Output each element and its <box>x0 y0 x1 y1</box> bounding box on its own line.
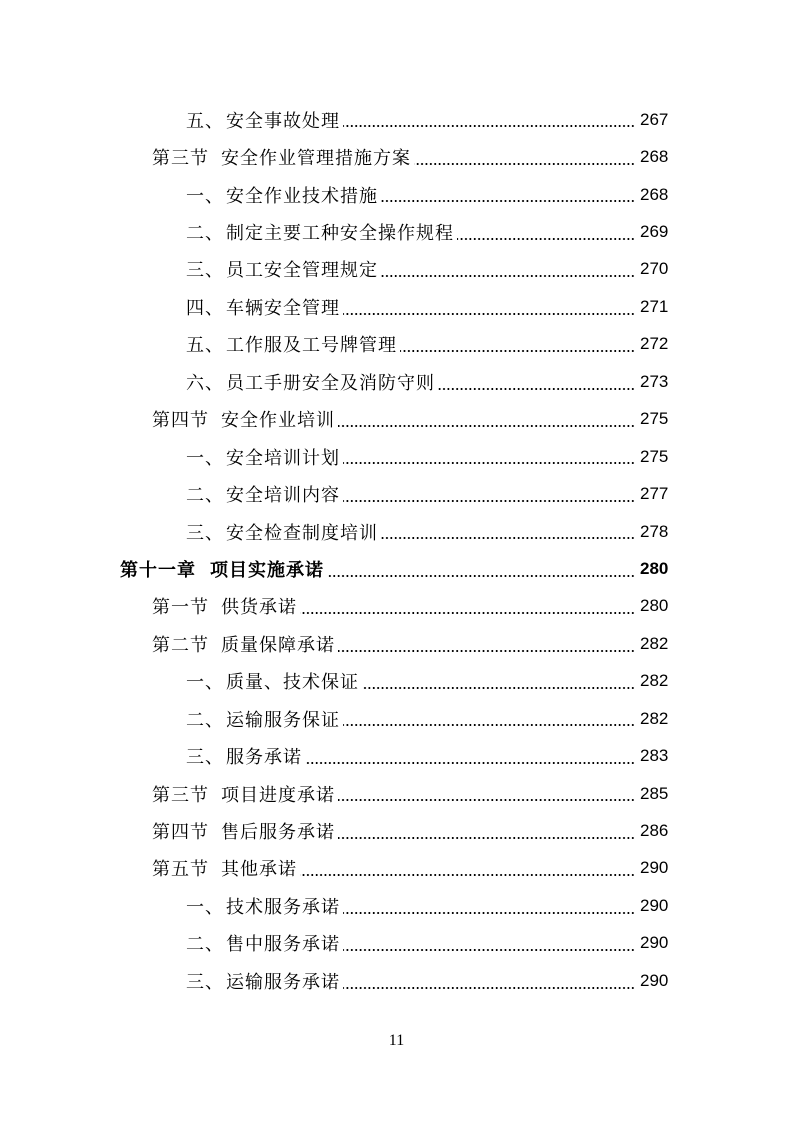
toc-entry-title: 安全培训计划 <box>226 447 340 469</box>
toc-entry[interactable] <box>0 700 793 737</box>
toc-entry-page: 280 <box>640 558 669 578</box>
toc-entry-number: 第十一章 <box>120 559 196 581</box>
toc-entry-title: 质量、技术保证 <box>226 672 359 694</box>
toc-entry-number: 五、 <box>186 110 224 132</box>
toc-entry-title: 制定主要工种安全操作规程 <box>226 223 454 245</box>
toc-entry-page: 271 <box>640 296 669 316</box>
toc-entry-title: 安全作业技术措施 <box>226 185 378 207</box>
toc-entry-title: 运输服务承诺 <box>226 971 340 993</box>
toc-entry-number: 一、 <box>186 447 224 469</box>
toc-entry[interactable] <box>0 213 793 250</box>
toc-leader-dots <box>300 612 635 614</box>
toc-entry-number: 三、 <box>186 971 224 993</box>
toc-entry-page: 283 <box>640 746 669 766</box>
toc-entry-page: 275 <box>640 409 669 429</box>
toc-entry-title: 质量保障承诺 <box>221 634 335 656</box>
toc-leader-dots <box>381 537 635 539</box>
toc-leader-dots <box>343 462 635 464</box>
toc-entry-page: 268 <box>640 184 669 204</box>
toc-entry[interactable] <box>0 138 793 175</box>
toc-leader-dots <box>381 200 635 202</box>
toc-entry[interactable] <box>0 588 793 625</box>
toc-leader-dots <box>343 987 635 989</box>
toc-entry-number: 三、 <box>186 522 224 544</box>
toc-entry-number: 二、 <box>186 709 224 731</box>
toc-entry-title: 员工手册安全及消防守则 <box>226 372 435 394</box>
toc-entry-number: 一、 <box>186 185 224 207</box>
toc-entry[interactable] <box>0 887 793 924</box>
toc-leader-dots <box>338 799 635 801</box>
toc-entry[interactable] <box>0 475 793 512</box>
toc-entry[interactable] <box>0 288 793 325</box>
toc-entry-number: 第四节 <box>152 410 209 432</box>
toc-entry-number: 三、 <box>186 260 224 282</box>
toc-entry-page: 269 <box>640 222 669 242</box>
toc-entry-title: 安全作业管理措施方案 <box>221 148 411 170</box>
toc-leader-dots <box>438 388 635 390</box>
toc-entry-title: 工作服及工号牌管理 <box>226 335 397 357</box>
toc-entry-title: 运输服务保证 <box>226 709 340 731</box>
toc-leader-dots <box>343 500 635 502</box>
toc-entry-number: 二、 <box>186 934 224 956</box>
toc-entry[interactable] <box>0 401 793 438</box>
toc-entry-number: 五、 <box>186 335 224 357</box>
toc-entry-page: 273 <box>640 371 669 391</box>
toc-entry-number: 二、 <box>186 223 224 245</box>
table-of-contents <box>0 101 793 1000</box>
toc-entry-page: 268 <box>640 147 669 167</box>
toc-entry-number: 第三节 <box>152 148 209 170</box>
toc-entry-title: 员工安全管理规定 <box>226 260 378 282</box>
toc-entry-page: 290 <box>640 970 669 990</box>
toc-leader-dots <box>457 238 635 240</box>
toc-entry-page: 267 <box>640 109 669 129</box>
toc-entry-title: 售中服务承诺 <box>226 934 340 956</box>
toc-entry[interactable] <box>0 363 793 400</box>
toc-leader-dots <box>381 275 635 277</box>
toc-entry-title: 项目实施承诺 <box>210 559 324 581</box>
toc-entry-page: 285 <box>640 783 669 803</box>
toc-entry-page: 282 <box>640 708 669 728</box>
toc-entry[interactable] <box>0 962 793 999</box>
toc-leader-dots <box>338 425 635 427</box>
toc-entry-title: 安全作业培训 <box>221 410 335 432</box>
toc-entry-title: 服务承诺 <box>226 747 302 769</box>
toc-entry-page: 275 <box>640 446 669 466</box>
toc-entry-number: 六、 <box>186 372 224 394</box>
toc-leader-dots <box>305 762 635 764</box>
toc-entry-title: 车辆安全管理 <box>226 297 340 319</box>
toc-entry-page: 280 <box>640 596 669 616</box>
toc-entry-number: 一、 <box>186 672 224 694</box>
toc-entry-page: 290 <box>640 895 669 915</box>
toc-entry-title: 项目进度承诺 <box>221 784 335 806</box>
toc-entry[interactable] <box>0 550 793 587</box>
toc-entry-number: 第五节 <box>152 859 209 881</box>
toc-entry-title: 供货承诺 <box>221 597 297 619</box>
toc-leader-dots <box>414 163 635 165</box>
toc-leader-dots <box>338 650 635 652</box>
page-number: 11 <box>388 1032 405 1049</box>
toc-entry-title: 安全检查制度培训 <box>226 522 378 544</box>
toc-entry-page: 270 <box>640 259 669 279</box>
toc-leader-dots <box>343 313 635 315</box>
toc-entry-title: 安全事故处理 <box>226 110 340 132</box>
toc-entry-title: 售后服务承诺 <box>221 822 335 844</box>
toc-entry-number: 第二节 <box>152 634 209 656</box>
toc-entry[interactable] <box>0 326 793 363</box>
toc-entry-title: 技术服务承诺 <box>226 896 340 918</box>
toc-entry[interactable] <box>0 663 793 700</box>
toc-entry-number: 第一节 <box>152 597 209 619</box>
toc-entry-title: 安全培训内容 <box>226 485 340 507</box>
toc-entry[interactable] <box>0 513 793 550</box>
toc-entry-page: 286 <box>640 821 669 841</box>
toc-entry[interactable] <box>0 251 793 288</box>
toc-entry-page: 290 <box>640 858 669 878</box>
toc-entry-page: 277 <box>640 484 669 504</box>
toc-entry[interactable] <box>0 737 793 774</box>
toc-entry[interactable] <box>0 101 793 138</box>
toc-leader-dots <box>300 874 635 876</box>
toc-entry-page: 272 <box>640 334 669 354</box>
toc-entry[interactable] <box>0 812 793 849</box>
toc-entry-page: 282 <box>640 633 669 653</box>
toc-leader-dots <box>338 837 635 839</box>
toc-entry-number: 第三节 <box>152 784 209 806</box>
toc-leader-dots <box>343 125 635 127</box>
toc-entry-page: 290 <box>640 933 669 953</box>
toc-entry[interactable] <box>0 850 793 887</box>
toc-leader-dots <box>327 575 635 577</box>
toc-leader-dots <box>362 687 635 689</box>
toc-entry[interactable] <box>0 925 793 962</box>
toc-entry-page: 278 <box>640 521 669 541</box>
toc-entry[interactable] <box>0 625 793 662</box>
toc-leader-dots <box>400 350 635 352</box>
toc-entry-page: 282 <box>640 671 669 691</box>
toc-leader-dots <box>343 724 635 726</box>
toc-entry-number: 第四节 <box>152 822 209 844</box>
toc-entry[interactable] <box>0 438 793 475</box>
toc-entry-title: 其他承诺 <box>221 859 297 881</box>
toc-entry-number: 二、 <box>186 485 224 507</box>
toc-entry[interactable] <box>0 176 793 213</box>
toc-entry[interactable] <box>0 775 793 812</box>
toc-entry-number: 四、 <box>186 297 224 319</box>
toc-entry-number: 三、 <box>186 747 224 769</box>
toc-entry-number: 一、 <box>186 896 224 918</box>
toc-leader-dots <box>343 949 635 951</box>
toc-leader-dots <box>343 912 635 914</box>
